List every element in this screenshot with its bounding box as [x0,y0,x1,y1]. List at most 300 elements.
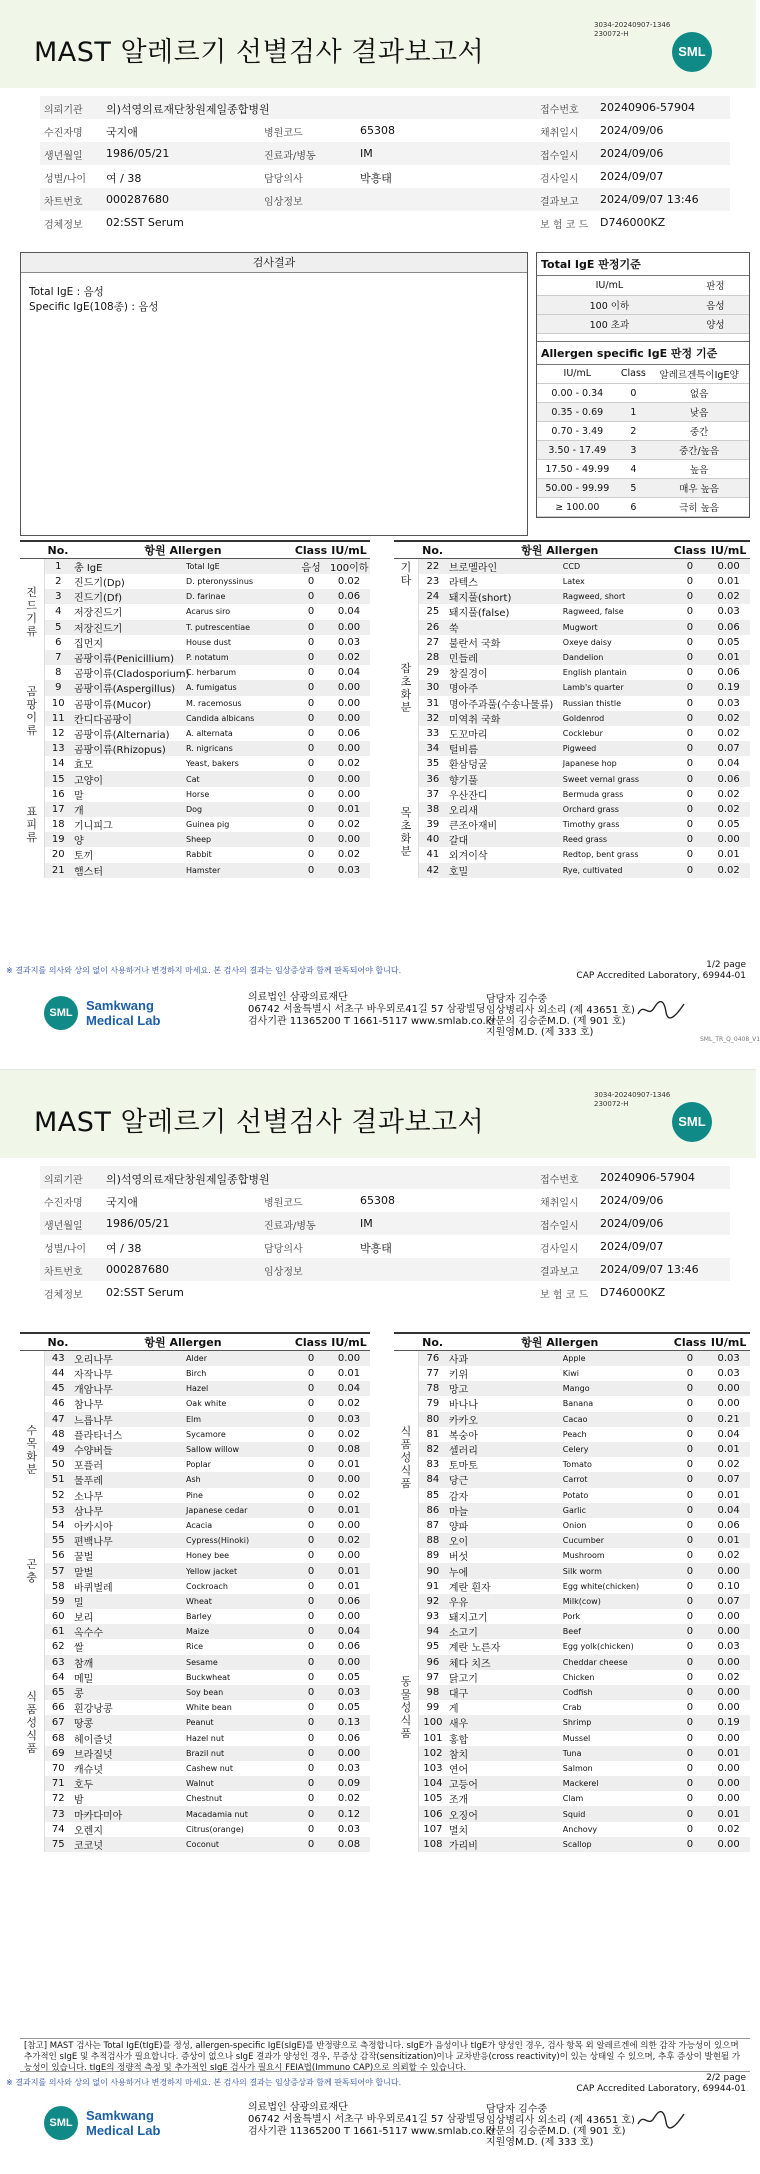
test-date-value: 2024/09/07 [600,170,664,183]
allergen-name-ko: 밀 [72,1594,184,1609]
label-reception-no: 접수번호 [540,1175,579,1186]
allergen-row [20,1594,370,1609]
result-summary [20,252,528,536]
allergen-name-ko: 우산잔디 [448,790,488,802]
allergen-name-ko: 물푸레 [72,1472,184,1487]
allergen-class: 0 [686,1732,694,1744]
allergen-value: 0.02 [707,802,750,817]
allergen-row [20,650,370,665]
allergen-name-ko: 토끼 [74,851,94,863]
allergen-row [20,1563,370,1578]
allergen-value: 0.03 [707,1351,750,1367]
allergen-no: 51 [44,1472,72,1487]
allergen-name-en: A. fumigatus [184,680,294,695]
criteria-header: 알레르겐특이IgE양 [649,365,749,384]
total-ige-criteria-table [537,276,749,334]
allergen-value: 0.02 [337,1428,361,1440]
allergen-name-ko: 오징어 [447,1806,561,1821]
allergen-row [20,1806,370,1821]
allergen-class: 0 [673,589,708,604]
allergen-row [20,1776,370,1791]
criteria-cell: 없음 [649,384,749,403]
allergen-no: 104 [418,1776,446,1791]
label-birth: 생년월일 [44,1221,83,1232]
allergen-value: 0.13 [328,1715,370,1730]
allergen-value: 0.00 [328,1746,370,1761]
allergen-row [394,696,750,711]
allergen-row [394,802,750,817]
allergen-class: 0 [307,1550,315,1562]
allergen-row [20,635,370,650]
allergen-name-en: Sweet vernal grass [561,771,673,786]
allergen-value: 0.03 [717,697,740,709]
allergen-class: 0 [294,1533,328,1548]
allergen-no: 35 [426,758,440,770]
allergen-value: 0.01 [717,576,740,588]
footer-address-line: 06742 서울특별시 서초구 바우뫼로41길 57 삼광빌딩 [248,2114,486,2125]
allergen-name-en: Pork [562,1612,581,1622]
allergen-no: 38 [418,802,446,817]
allergen-row [394,1624,750,1639]
allergen-no: 39 [426,819,440,831]
allergen-no: 87 [426,1519,440,1531]
allergen-class: 0 [294,620,328,635]
allergen-class: 0 [673,1776,708,1791]
allergen-name-en: Onion [562,1520,587,1530]
allergen-name-ko: 외겨이삭 [448,851,488,863]
allergen-name-en: Potato [562,1490,589,1500]
result-specific-ige: Specific IgE(108종) : 음성 [29,301,159,313]
allergen-value: 0.00 [717,1611,740,1623]
allergen-name-ko: 효모 [74,760,94,772]
allergen-name-en: Elm [184,1412,294,1427]
footer-org: 의료법인 삼광의료재단 [248,2102,348,2113]
allergen-name-en: C. herbarum [186,668,237,678]
allergen-class: 0 [686,636,694,648]
allergen-row [20,787,370,802]
allergen-name-en: Ragweed, false [562,607,624,617]
allergen-class: 0 [686,1368,694,1380]
allergen-value: 0.00 [337,1611,361,1623]
allergen-value: 0.07 [707,1472,750,1487]
allergen-class: 0 [686,1519,694,1531]
allergen-name-en: Sycamore [186,1429,226,1439]
allergen-row [394,726,750,741]
footer [0,2094,756,2174]
label-reception-no: 접수번호 [540,105,579,116]
allergen-class: 0 [294,589,328,604]
allergen-class: 0 [294,1624,328,1639]
allergen-name-en: Ash [184,1472,294,1487]
allergen-value: 0.00 [707,1685,750,1700]
allergen-value: 0.01 [707,1806,750,1821]
allergen-value: 0.06 [717,667,740,679]
criteria-header: 판정 [682,276,749,295]
allergen-value: 0.02 [707,711,750,726]
allergen-value: 0.00 [717,1793,740,1805]
allergen-name-ko: 명아주 [447,680,561,695]
allergen-name-en: Cypress(Hinoki) [184,1533,294,1548]
brand-line: Samkwang [86,998,154,1013]
report-page-1 [0,0,760,1069]
footer-staff [486,994,635,1038]
allergen-row [20,741,370,756]
usage-note: ※ 결과지를 의사와 상의 없이 사용하거나 변경하지 마세요. 본 검사의 결과는 임상증상과 함께 판독되어야 합니다. [6,2078,402,2087]
allergen-value: 0.01 [707,1746,750,1761]
allergen-group-label: 동물성식품 [394,1563,418,1852]
allergen-class: 0 [673,1503,708,1518]
allergen-class: 0 [673,863,708,878]
allergen-value: 0.04 [707,1503,750,1518]
allergen-class: 0 [307,576,315,588]
allergen-value: 0.01 [717,1489,740,1501]
allergen-no: 58 [51,1580,65,1592]
allergen-row [20,1533,370,1548]
group-col-header [20,1333,44,1351]
allergen-value: 0.19 [707,1715,750,1730]
allergen-name-ko: 편백나무 [72,1533,184,1548]
allergen-name-en: English plantain [562,668,627,678]
allergen-class: 0 [673,771,708,786]
allergen-no: 80 [418,1412,446,1427]
allergen-value: 0.01 [337,1459,361,1471]
allergen-row [20,1503,370,1518]
allergen-no: 101 [423,1732,443,1744]
sml-logo: SML [672,32,712,72]
allergen-class: 0 [673,680,708,695]
cap-accreditation: CAP Accredited Laboratory, 69944-01 [576,2084,746,2094]
allergen-class: 0 [673,741,708,756]
allergen-row [394,771,750,786]
allergen-class: 0 [307,1732,315,1744]
allergen-value: 0.02 [337,1398,361,1410]
allergen-name-ko: 소나무 [74,1491,103,1503]
allergen-value: 0.04 [337,667,361,679]
allergen-name-en: Milk(cow) [561,1594,673,1609]
allergen-class: 0 [307,697,315,709]
criteria-cell: 높음 [649,460,749,479]
allergen-row [20,1472,370,1487]
allergen-row [20,680,370,695]
sex-age-value: 여 / 38 [106,172,142,185]
allergen-class: 0 [294,650,328,665]
allergen-row [20,1685,370,1700]
allergen-value: 0.02 [337,1489,361,1501]
allergen-value: 0.00 [337,1519,361,1531]
criteria-cell: 17.50 - 49.99 [537,460,618,479]
allergen-class: 0 [294,1563,328,1578]
allergen-name-en: Cocklebur [562,728,603,738]
allergen-value: 0.00 [328,680,370,695]
insurance-value: D746000KZ [600,216,666,229]
allergen-name-en: Walnut [184,1776,294,1791]
doc-code: 3034-20240907-1346 [594,21,671,29]
criteria-cell: 음성 [682,295,749,314]
allergen-value: 0.00 [707,832,750,847]
allergen-class: 0 [307,667,315,679]
patient-value: 국지애 [106,126,138,139]
allergen-name-en: Rye, cultivated [561,863,673,878]
allergen-no: 21 [44,863,72,878]
allergen-class: 0 [686,1702,694,1714]
allergen-class: 0 [307,1428,315,1440]
report-title: MAST 알레르기 선별검사 결과보고서 [34,37,485,68]
allergen-no: 72 [51,1793,65,1805]
sex-age-value: 여 / 38 [106,1242,142,1255]
allergen-name-ko: 돼지풀(false) [448,608,510,620]
allergen-class: 0 [294,771,328,786]
criteria-header: IU/mL [537,276,682,295]
allergen-no: 46 [51,1398,65,1410]
allergen-row [394,1518,750,1533]
allergen-name-ko: 삼나무 [72,1503,184,1518]
allergen-value: 0.02 [717,1550,740,1562]
allergen-value: 0.02 [328,1533,370,1548]
allergen-value: 0.05 [337,1671,361,1683]
allergen-class: 0 [673,559,708,575]
allergen-no: 61 [44,1624,72,1639]
allergen-no: 33 [426,727,440,739]
brand-name [86,2108,160,2138]
allergen-class: 0 [673,620,708,635]
allergen-value: 0.02 [337,849,361,861]
allergen-name-en: Rabbit [186,850,212,860]
allergen-name-ko: 바퀴벌레 [74,1582,113,1594]
allergen-row [20,1366,370,1381]
allergen-no: 84 [418,1472,446,1487]
allergen-class: 0 [686,1489,694,1501]
allergen-name-ko: 버섯 [448,1552,469,1564]
allergen-name-ko: 흰강낭콩 [74,1704,113,1716]
allergen-row [394,574,750,589]
allergen-row [20,1381,370,1396]
allergen-header: 항원 Allergen [72,1333,294,1351]
allergen-name-ko: 우유 [447,1594,561,1609]
allergen-name-en: Citrus(orange) [186,1824,244,1834]
allergen-row [394,1351,750,1367]
allergen-row [20,726,370,741]
allergen-value: 0.00 [328,711,370,726]
allergen-name-en: Oxeye daisy [562,637,612,647]
allergen-name-ko: 라텍스 [448,578,478,590]
allergen-row [394,1579,750,1594]
allergen-no: 22 [418,559,446,575]
allergen-value: 0.06 [337,1732,361,1744]
allergen-no: 12 [51,727,65,739]
allergen-no: 57 [44,1563,72,1578]
allergen-name-ko: 큰조아재비 [448,821,498,833]
allergen-class: 0 [686,1580,694,1592]
allergen-class: 0 [686,1398,694,1410]
allergen-class: 0 [673,1655,708,1670]
label-doctor: 담당의사 [264,174,303,185]
allergen-table-p2-right [394,1332,750,1852]
allergen-name-en: Tomato [562,1460,592,1470]
allergen-no: 75 [44,1837,72,1852]
allergen-name-en: Cashew nut [186,1763,234,1773]
allergen-group-label: 목초화분 [394,787,418,878]
allergen-name-ko: 곰팡이류(Mucor) [74,699,152,711]
allergen-name-en: Japanese hop [562,759,617,769]
allergen-value: 0.03 [717,606,740,618]
page-number-text: 1/2 page [706,960,746,970]
result-heading: 검사결과 [21,253,527,273]
allergen-name-ko: 망고 [447,1381,561,1396]
allergen-class: 0 [686,1428,694,1440]
allergen-class: 0 [307,1489,315,1501]
allergen-value: 0.00 [328,620,370,635]
allergen-row [20,847,370,862]
allergen-no: 2 [55,576,62,588]
allergen-name-en: Sesame [184,1655,294,1670]
allergen-name-en: Shrimp [561,1715,673,1730]
staff-line: 지원영M.D. (제 333 호) [486,1027,594,1038]
allergen-name-en: Mango [561,1381,673,1396]
allergen-value: 0.05 [337,1702,361,1714]
allergen-value: 0.09 [328,1776,370,1791]
allergen-name-ko: 저장진드기 [72,620,184,635]
allergen-name-en: House dust [186,637,232,647]
allergen-no: 73 [44,1806,72,1821]
cap-accreditation: CAP Accredited Laboratory, 69944-01 [576,971,746,981]
allergen-row [394,1594,750,1609]
allergen-row [394,1533,750,1548]
label-institution: 의뢰기관 [44,105,83,116]
allergen-no: 24 [418,589,446,604]
allergen-no: 26 [418,620,446,635]
no-header: No. [418,1333,446,1351]
allergen-name-en: Dog [184,802,294,817]
allergen-class: 0 [673,1533,708,1548]
allergen-name-ko: 포플러 [74,1461,103,1473]
allergen-name-ko: 말벌 [72,1563,184,1578]
criteria-cell: 6 [618,498,650,517]
chart-value: 000287680 [106,1263,169,1276]
allergen-name-en: Lamb's quarter [561,680,673,695]
allergen-row [20,1761,370,1776]
label-sex-age: 성별/나이 [44,174,87,185]
allergen-value: 0.05 [717,819,740,831]
allergen-no: 9 [44,680,72,695]
allergen-group-label: 수목화분 [20,1351,44,1549]
allergen-group-label: 잡초화분 [394,589,418,786]
allergen-row [394,1731,750,1746]
allergen-no: 98 [418,1685,446,1700]
allergen-value: 0.02 [337,1793,361,1805]
allergen-no: 13 [44,741,72,756]
allergen-value: 0.05 [717,636,740,648]
allergen-name-en: Yellow jacket [184,1563,294,1578]
allergen-name-en: Goldenrod [561,711,673,726]
allergen-name-en: Egg white(chicken) [562,1581,640,1591]
allergen-name-ko: 불란서 국화 [448,638,501,650]
allergen-name-ko: 옥수수 [72,1624,184,1639]
allergen-no: 91 [426,1580,440,1592]
allergen-name-ko: 호밀 [447,863,561,878]
page-number [576,960,746,982]
doc-code: 3034-20240907-1346 [594,1091,671,1099]
allergen-name-ko: 민들레 [447,650,561,665]
allergen-value: 0.00 [328,1655,370,1670]
allergen-class: 0 [686,697,694,709]
criteria-cell: 4 [618,460,650,479]
footer-contact: 검사기관 11365200 T 1661-5117 www.smlab.co.kr [248,2126,496,2137]
allergen-no: 67 [44,1715,72,1730]
allergen-name-ko: 바나나 [448,1400,478,1412]
allergen-class: 0 [673,1594,708,1609]
criteria-cell: 극히 높음 [649,498,749,517]
allergen-class: 0 [673,1685,708,1700]
allergen-name-ko: 연어 [448,1764,469,1776]
allergen-name-ko: 감자 [448,1491,469,1503]
brand-line: Medical Lab [86,1013,161,1028]
allergen-class: 0 [294,1381,328,1396]
allergen-value: 0.03 [328,863,370,878]
allergen-value: 0.03 [328,1412,370,1427]
allergen-name-en: Peanut [184,1715,294,1730]
allergen-no: 95 [426,1641,440,1653]
allergen-no: 45 [44,1381,72,1396]
allergen-no: 60 [51,1611,65,1623]
criteria-cell: 매우 높음 [649,479,749,498]
allergen-name-ko: 마카다미아 [72,1806,184,1821]
allergen-no: 54 [51,1519,65,1531]
allergen-name-ko: 참깨 [72,1655,184,1670]
allergen-name-en: Salmon [562,1763,593,1773]
allergen-class: 0 [686,576,694,588]
allergen-row [20,1624,370,1639]
allergen-no: 88 [418,1533,446,1548]
allergen-row [394,1685,750,1700]
allergen-class: 0 [294,1351,328,1367]
allergen-name-en: Tuna [561,1746,673,1761]
label-dept: 진료과/병동 [264,1221,316,1232]
allergen-row [394,1776,750,1791]
patient-value: 국지애 [106,1196,138,1209]
allergen-no: 19 [44,832,72,847]
allergen-class: 0 [673,832,708,847]
label-insurance: 보 험 코 드 [540,220,589,231]
allergen-value: 0.01 [707,1533,750,1548]
allergen-no: 29 [426,667,440,679]
allergen-value: 0.00 [337,697,361,709]
allergen-value: 0.00 [707,1837,750,1852]
allergen-class: 0 [294,1746,328,1761]
allergen-name-ko: 개 [72,802,184,817]
allergen-name-ko: 고양이 [72,771,184,786]
allergen-row [20,1609,370,1624]
allergen-class: 0 [307,1580,315,1592]
allergen-no: 79 [426,1398,440,1410]
allergen-row [394,1563,750,1578]
allergen-value: 0.04 [337,606,361,618]
allergen-no: 74 [51,1823,65,1835]
collect-date-value: 2024/09/06 [600,1194,664,1207]
allergen-row [394,589,750,604]
allergen-no: 78 [418,1381,446,1396]
allergen-name-en: Acarus siro [186,607,231,617]
allergen-no: 44 [51,1368,65,1380]
allergen-no: 107 [423,1823,443,1835]
allergen-no: 108 [418,1837,446,1852]
allergen-name-ko: 콩 [72,1685,184,1700]
allergen-value: 0.06 [337,727,361,739]
allergen-value: 0.03 [717,1368,740,1380]
allergen-class: 0 [673,1837,708,1852]
dept-value: IM [360,1217,373,1230]
allergen-row [394,1503,750,1518]
allergen-name-en: Beef [561,1624,673,1639]
